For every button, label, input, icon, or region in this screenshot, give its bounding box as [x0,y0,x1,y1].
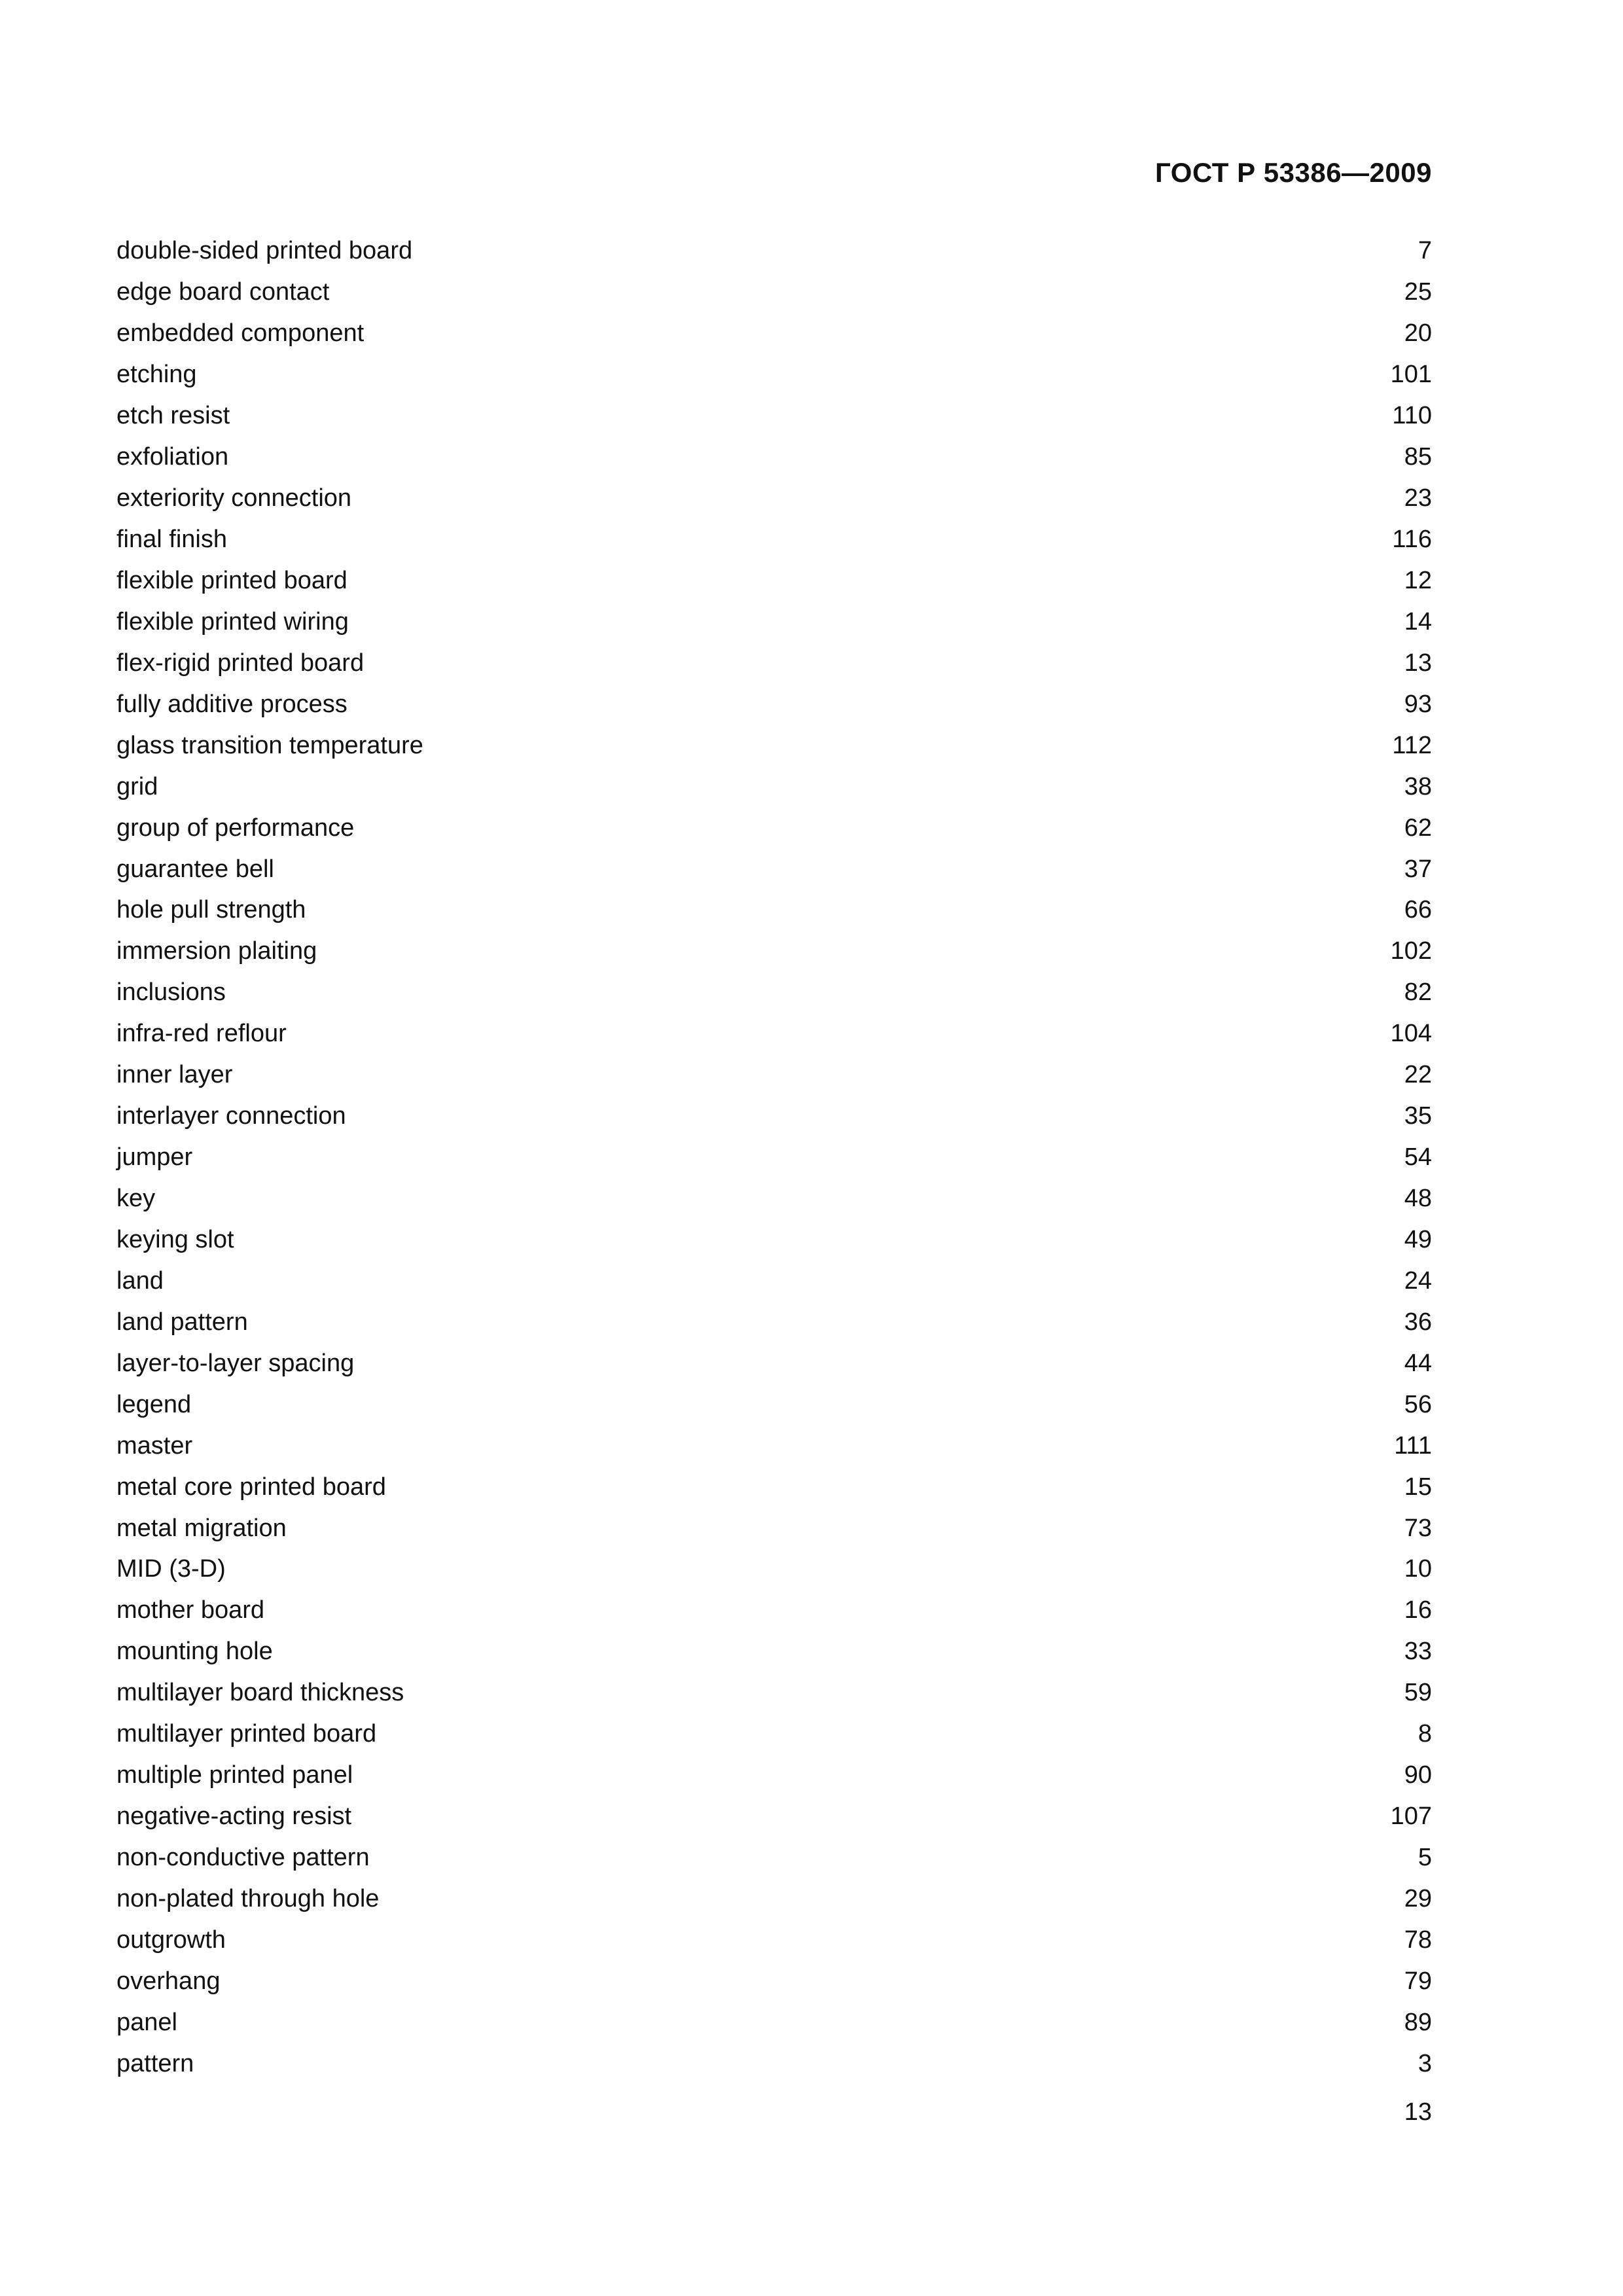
index-term: mounting hole [116,1638,273,1666]
index-term: inner layer [116,1061,233,1089]
index-reference-number: 104 [1390,1020,1432,1048]
index-reference-number: 101 [1390,361,1432,389]
document-header: ГОСТ Р 53386—2009 [1155,157,1432,188]
index-reference-number: 116 [1392,526,1432,554]
index-reference-number: 35 [1404,1102,1432,1130]
index-entry [116,807,1432,848]
index-term: legend [116,1390,192,1418]
index-term: non-conductive pattern [116,1844,370,1872]
index-entry [116,1837,1432,1878]
index-term: exfoliation [116,443,229,471]
index-entry [116,725,1432,766]
index-entry [116,931,1432,972]
index-entry [116,1219,1432,1261]
index-entry [116,1301,1432,1342]
index-reference-number: 44 [1404,1349,1432,1377]
index-term: flexible printed board [116,566,348,594]
index-reference-number: 110 [1392,402,1432,430]
index-reference-number: 8 [1418,1720,1432,1748]
index-reference-number: 37 [1404,855,1432,883]
index-entry [116,601,1432,642]
index-entry [116,230,1432,272]
index-term: land pattern [116,1308,248,1336]
index-reference-number: 14 [1404,607,1432,636]
index-reference-number: 33 [1404,1638,1432,1666]
index-reference-number: 48 [1404,1185,1432,1213]
index-term: etch resist [116,402,230,430]
index-term: etching [116,361,197,389]
index-entry [116,683,1432,725]
index-entry [116,1755,1432,1796]
index-reference-number: 36 [1404,1308,1432,1336]
index-term: layer-to-layer spacing [116,1349,355,1377]
index-reference-number: 54 [1404,1143,1432,1172]
index-term: fully additive process [116,690,348,718]
index-reference-number: 7 [1418,237,1432,265]
index-term: negative-acting resist [116,1803,352,1831]
index-reference-number: 59 [1404,1679,1432,1707]
index-term: mother board [116,1596,265,1624]
index-entry [116,272,1432,313]
index-reference-number: 25 [1404,278,1432,306]
index-term: exteriority connection [116,484,352,512]
index-entry [116,478,1432,519]
index-term: guarantee bell [116,855,274,883]
index-term: outgrowth [116,1926,226,1954]
index-reference-number: 13 [1404,649,1432,677]
index-term: land [116,1266,164,1295]
index-reference-number: 112 [1392,731,1432,759]
index-term: hole pull strength [116,896,306,924]
index-term: grid [116,772,158,800]
index-entry [116,1507,1432,1549]
index-term: jumper [116,1143,193,1172]
index-reference-number: 89 [1404,2008,1432,2036]
index-reference-number: 38 [1404,772,1432,800]
index-reference-number: 111 [1394,1431,1432,1460]
index-reference-number: 5 [1418,1844,1432,1872]
index-entry [116,1013,1432,1054]
index-list [116,230,1432,2084]
index-term: master [116,1431,193,1460]
index-term: overhang [116,1967,221,1995]
index-reference-number: 79 [1404,1967,1432,1995]
index-entry [116,354,1432,395]
index-reference-number: 90 [1404,1761,1432,1789]
index-term: embedded component [116,319,365,348]
index-term: final finish [116,526,227,554]
index-entry [116,560,1432,601]
index-reference-number: 10 [1404,1555,1432,1583]
index-term: group of performance [116,814,355,842]
index-term: key [116,1185,156,1213]
index-term: metal core printed board [116,1473,386,1501]
index-reference-number: 22 [1404,1061,1432,1089]
index-reference-number: 16 [1404,1596,1432,1624]
index-term: multilayer board thickness [116,1679,404,1707]
index-entry [116,2043,1432,2084]
index-entry [116,889,1432,931]
index-term: inclusions [116,978,226,1007]
index-reference-number: 82 [1404,978,1432,1007]
index-entry [116,1260,1432,1301]
index-entry [116,1590,1432,1631]
index-term: multilayer printed board [116,1720,377,1748]
index-entry [116,642,1432,683]
index-entry [116,848,1432,889]
index-term: non-plated through hole [116,1884,380,1912]
index-reference-number: 49 [1404,1225,1432,1253]
index-entry [116,1425,1432,1466]
index-reference-number: 12 [1404,566,1432,594]
index-entry [116,1713,1432,1755]
index-entry [116,1342,1432,1384]
index-reference-number: 66 [1404,896,1432,924]
index-entry [116,1549,1432,1590]
index-entry [116,1466,1432,1507]
index-reference-number: 102 [1390,937,1432,965]
index-reference-number: 56 [1404,1390,1432,1418]
index-entry [116,1878,1432,1920]
index-reference-number: 73 [1404,1514,1432,1542]
index-entry [116,972,1432,1013]
index-term: multiple printed panel [116,1761,353,1789]
index-reference-number: 29 [1404,1884,1432,1912]
index-reference-number: 3 [1418,2049,1432,2077]
index-entry [116,313,1432,354]
index-term: infra-red reflour [116,1020,287,1048]
index-entry [116,1631,1432,1672]
index-term: edge board contact [116,278,330,306]
index-entry [116,1796,1432,1837]
index-entry [116,1054,1432,1096]
index-term: glass transition temperature [116,731,423,759]
index-entry [116,437,1432,478]
page-number: 13 [1404,2098,1432,2126]
index-entry [116,1960,1432,2001]
index-term: interlayer connection [116,1102,346,1130]
index-term: metal migration [116,1514,287,1542]
index-term: flexible printed wiring [116,607,349,636]
index-reference-number: 85 [1404,443,1432,471]
index-entry [116,2001,1432,2043]
index-reference-number: 15 [1404,1473,1432,1501]
index-entry [116,1137,1432,1178]
index-term: double-sided printed board [116,237,413,265]
index-entry [116,1672,1432,1713]
index-entry [116,395,1432,437]
index-reference-number: 23 [1404,484,1432,512]
index-reference-number: 20 [1404,319,1432,348]
index-entry [116,766,1432,807]
index-term: pattern [116,2049,194,2077]
index-reference-number: 107 [1390,1803,1432,1831]
index-entry [116,1384,1432,1425]
index-reference-number: 62 [1404,814,1432,842]
index-reference-number: 78 [1404,1926,1432,1954]
index-entry [116,1919,1432,1960]
index-reference-number: 93 [1404,690,1432,718]
index-term: keying slot [116,1225,234,1253]
index-entry [116,1178,1432,1219]
index-term: MID (3-D) [116,1555,226,1583]
index-reference-number: 24 [1404,1266,1432,1295]
index-entry [116,1096,1432,1137]
index-entry [116,519,1432,560]
index-term: immersion plaiting [116,937,317,965]
index-term: flex-rigid printed board [116,649,365,677]
index-term: panel [116,2008,177,2036]
